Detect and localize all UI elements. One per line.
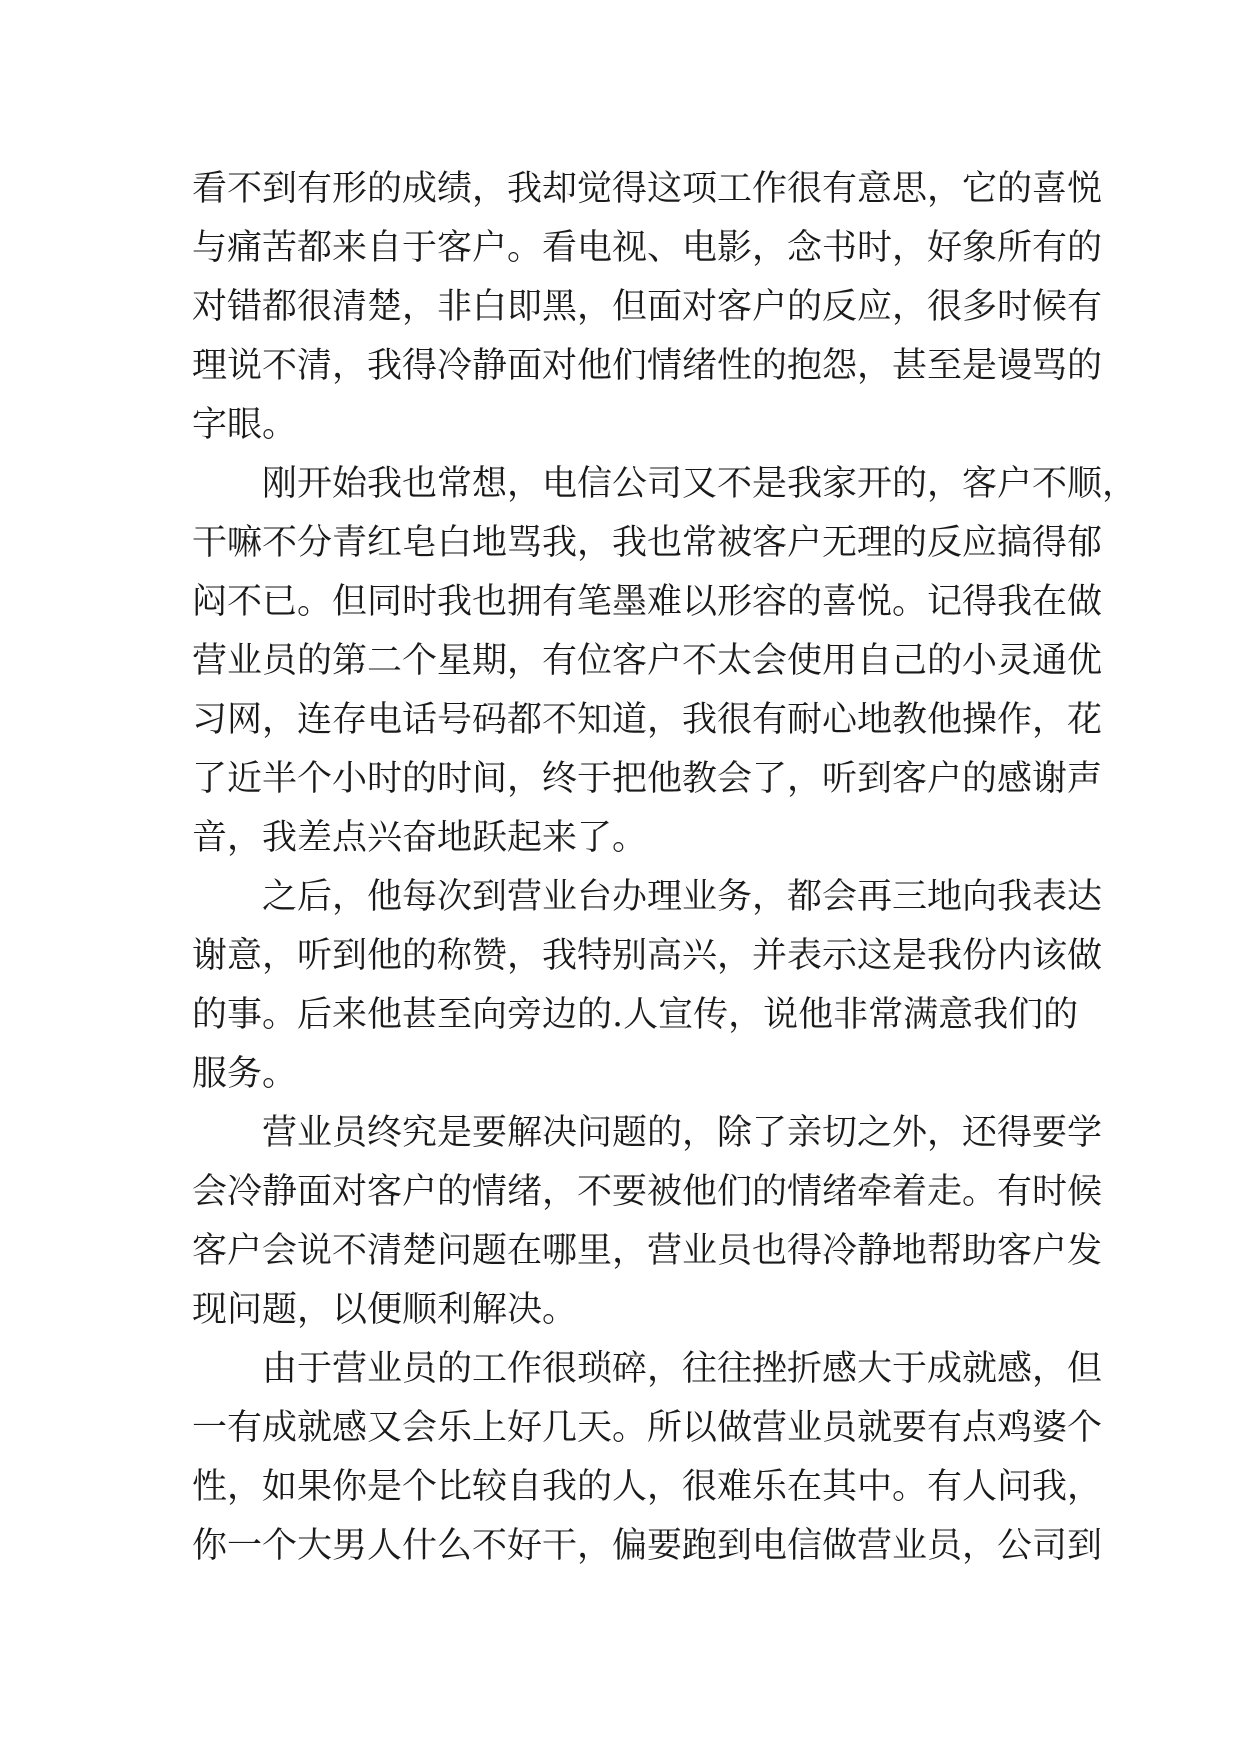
text-line: 音，我差点兴奋地跃起来了。 [192, 818, 648, 858]
text-line: 字眼。 [192, 405, 298, 445]
text-line: 你一个大男人什么不好干，偏要跑到电信做营业员，公司到 [192, 1526, 1103, 1566]
text-line: 的事。后来他甚至向旁边的.人宣传，说他非常满意我们的 [192, 995, 1079, 1035]
text-line: 干嘛不分青红皂白地骂我，我也常被客户无理的反应搞得郁 [192, 523, 1103, 563]
paragraph-4 [192, 1104, 1103, 1340]
text-line: 由于营业员的工作很琐碎，往往挫折感大于成就感，但 [262, 1349, 1103, 1389]
text-line: 刚开始我也常想，电信公司又不是我家开的，客户不顺， [262, 464, 1138, 504]
text-line: 现问题，以便顺利解决。 [192, 1290, 578, 1330]
text-line: 谢意，听到他的称赞，我特别高兴，并表示这是我份内该做 [192, 936, 1103, 976]
text-line: 对错都很清楚，非白即黑，但面对客户的反应，很多时候有 [192, 287, 1103, 327]
text-line: 闷不已。但同时我也拥有笔墨难以形容的喜悦。记得我在做 [192, 582, 1103, 622]
text-line: 客户会说不清楚问题在哪里，营业员也得冷静地帮助客户发 [192, 1231, 1103, 1271]
paragraph-5 [192, 1340, 1103, 1576]
document-body [192, 160, 1138, 1576]
paragraph-3 [192, 868, 1103, 1104]
paragraph-1 [192, 160, 1103, 455]
text-line: 一有成就感又会乐上好几天。所以做营业员就要有点鸡婆个 [192, 1408, 1103, 1448]
text-line: 理说不清，我得冷静面对他们情绪性的抱怨，甚至是谩骂的 [192, 346, 1103, 386]
text-line: 看不到有形的成绩，我却觉得这项工作很有意思，它的喜悦 [192, 169, 1103, 209]
text-line: 营业员终究是要解决问题的，除了亲切之外，还得要学 [262, 1113, 1103, 1153]
text-line: 性，如果你是个比较自我的人，很难乐在其中。有人问我， [192, 1467, 1103, 1507]
text-line: 了近半个小时的时间，终于把他教会了，听到客户的感谢声 [192, 759, 1103, 799]
text-line: 习网，连存电话号码都不知道，我很有耐心地教他操作，花 [192, 700, 1103, 740]
text-line: 之后，他每次到营业台办理业务，都会再三地向我表达 [262, 877, 1103, 917]
text-line: 服务。 [192, 1054, 298, 1094]
paragraph-2 [192, 455, 1138, 868]
text-line: 营业员的第二个星期，有位客户不太会使用自己的小灵通优 [192, 641, 1103, 681]
text-line: 会冷静面对客户的情绪，不要被他们的情绪牵着走。有时候 [192, 1172, 1103, 1212]
text-line: 与痛苦都来自于客户。看电视、电影，念书时，好象所有的 [192, 228, 1103, 268]
